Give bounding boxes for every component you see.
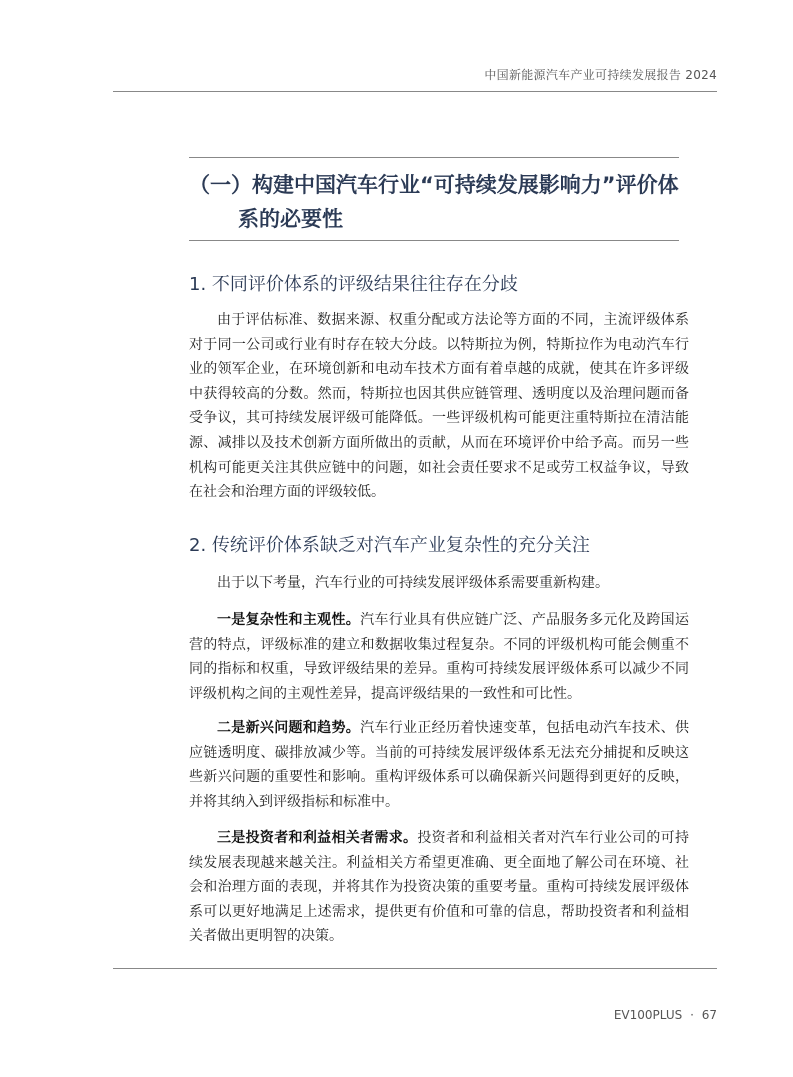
subsection-heading-2: 2. 传统评价体系缺乏对汽车产业复杂性的充分关注 xyxy=(189,535,590,556)
point-text: 汽车行业正经历着快速变革，包括电动汽车技术、供 xyxy=(360,720,689,736)
text-line: 对于同一公司或行业有时存在较大分歧。以特斯拉为例，特斯拉作为电动汽车行 xyxy=(189,336,689,353)
footer-brand: EV100PLUS xyxy=(613,1008,683,1022)
paragraph-point-3 xyxy=(189,826,689,949)
subsection-heading-1: 1. 不同评价体系的评级结果往往存在分歧 xyxy=(189,274,518,295)
paragraph-point-2 xyxy=(189,716,689,814)
text-line: 受争议，其可持续发展评级可能降低。一些评级机构可能更注重特斯拉在清洁能 xyxy=(189,410,689,427)
running-header: 中国新能源汽车产业可持续发展报告 2024 xyxy=(484,68,717,82)
text-line: 营的特点，评级标准的建立和数据收集过程复杂。不同的评级机构可能会侧重不 xyxy=(189,636,689,653)
text-line: 在社会和治理方面的评级较低。 xyxy=(189,484,385,501)
point-lead: 二是新兴问题和趋势。 xyxy=(217,720,361,736)
text-line: 并将其纳入到评级指标和标准中。 xyxy=(189,793,399,810)
paragraph-intro xyxy=(189,571,689,596)
text-line: 应链透明度、碳排放减少等。当前的可持续发展评级体系无法充分捕捉和反映这 xyxy=(189,744,689,761)
paragraph-rating-divergence xyxy=(189,308,689,505)
text-line: 业的领军企业，在环境创新和电动车技术方面有着卓越的成就，使其在许多评级 xyxy=(189,361,689,378)
text-line: 评级机构之间的主观性差异，提高评级结果的一致性和可比性。 xyxy=(189,685,581,702)
text-line: 中获得较高的分数。然而，特斯拉也因其供应链管理、透明度以及治理问题而备 xyxy=(189,385,689,402)
text-line: 会和治理方面的表现，并将其作为投资决策的重要考量。重构可持续发展评级体 xyxy=(189,879,689,896)
point-text: 投资者和利益相关者对汽车行业公司的可持 xyxy=(417,830,689,846)
text-line: 系可以更好地满足上述需求，提供更有价值和可靠的信息，帮助投资者和利益相 xyxy=(189,903,689,920)
text-line: 出于以下考量，汽车行业的可持续发展评级体系需要重新构建。 xyxy=(217,575,609,591)
point-text: 汽车行业具有供应链广泛、产品服务多元化及跨国运 xyxy=(360,612,689,628)
title-top-rule xyxy=(189,157,679,158)
text-line: 续发展表现越来越关注。利益相关方希望更准确、更全面地了解公司在环境、社 xyxy=(189,854,689,871)
text-line xyxy=(189,716,689,741)
footer-separator: · xyxy=(690,1008,694,1022)
text-line: 源、减排以及技术创新方面所做出的贡献，从而在环境评价中给予高。而另一些 xyxy=(189,434,689,451)
header-divider xyxy=(113,91,717,92)
page-footer xyxy=(614,1008,717,1022)
text-line xyxy=(189,608,689,633)
section-title-line-2: 系的必要性 xyxy=(238,207,343,231)
section-title-line-1: （一）构建中国汽车行业“可持续发展影响力”评价体 xyxy=(189,173,679,197)
paragraph-point-1 xyxy=(189,608,689,706)
text-line: 机构可能更关注其供应链中的问题，如社会责任要求不足或劳工权益争议，导致 xyxy=(189,459,689,476)
text-line: 由于评估标准、数据来源、权重分配或方法论等方面的不同，主流评级体系 xyxy=(217,312,689,328)
page-number: 67 xyxy=(701,1008,717,1022)
point-lead: 一是复杂性和主观性。 xyxy=(217,612,361,628)
text-line: 同的指标和权重，导致评级结果的差异。重构可持续发展评级体系可以减少不同 xyxy=(189,661,689,678)
section-title xyxy=(189,168,689,236)
text-line: 些新兴问题的重要性和影响。重构评级体系可以确保新兴问题得到更好的反映， xyxy=(189,769,689,786)
footer-divider xyxy=(113,968,717,969)
title-bottom-rule xyxy=(189,240,679,241)
point-lead: 三是投资者和利益相关者需求。 xyxy=(217,830,418,846)
text-line xyxy=(189,826,689,851)
text-line: 关者做出更明智的决策。 xyxy=(189,928,343,945)
